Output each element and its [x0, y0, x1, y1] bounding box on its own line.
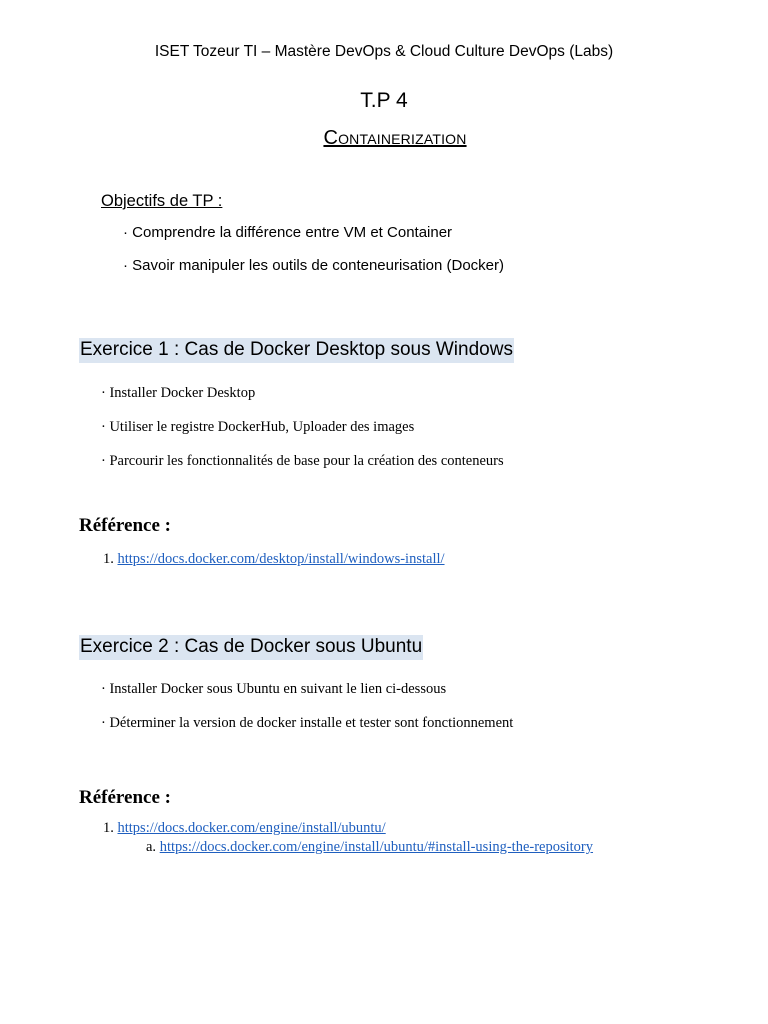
tp-number-title: T.P 4 — [360, 89, 408, 112]
docker-ubuntu-install-link[interactable]: https://docs.docker.com/engine/install/ubuntu/ — [117, 820, 386, 836]
exercise-2-reference-heading: Référence : — [79, 787, 171, 808]
docker-ubuntu-repository-link[interactable]: https://docs.docker.com/engine/install/ubuntu/#install-using-the-repository — [159, 839, 594, 855]
exercise-2-item: · Déterminer la version de docker installe et tester sont fonctionnement — [101, 715, 514, 731]
document-header: ISET Tozeur TI – Mastère DevOps & Cloud Culture DevOps (Labs) — [154, 43, 614, 60]
exercise-2-reference-item — [103, 820, 386, 837]
exercise-2-heading: Exercice 2 : Cas de Docker sous Ubuntu — [79, 635, 423, 660]
exercise-1-heading: Exercice 1 : Cas de Docker Desktop sous Windows — [79, 338, 514, 363]
objective-item: · Comprendre la différence entre VM et Container — [123, 224, 453, 241]
reference-marker: 1. — [103, 820, 114, 836]
exercise-1-reference-item — [103, 551, 445, 568]
exercise-1-reference-heading: Référence : — [79, 515, 171, 536]
reference-marker: a. — [146, 839, 157, 855]
exercise-2-item: · Installer Docker sous Ubuntu en suivant le lien ci-dessous — [101, 681, 447, 697]
exercise-1-item: · Parcourir les fonctionnalités de base pour la création des conteneurs — [101, 453, 504, 469]
docker-windows-install-link[interactable]: https://docs.docker.com/desktop/install/windows-install/ — [117, 551, 445, 567]
tp-subtitle — [0, 127, 768, 150]
exercise-2-reference-subitem — [146, 839, 593, 856]
tp-subtitle-text: Containerization — [323, 127, 467, 149]
exercise-1-item: · Utiliser le registre DockerHub, Uploader des images — [101, 419, 415, 435]
objectives-heading: Objectifs de TP : — [101, 192, 223, 210]
exercise-1-item: · Installer Docker Desktop — [101, 385, 256, 401]
reference-marker: 1. — [103, 551, 114, 567]
objective-item: · Savoir manipuler les outils de conteneurisation (Docker) — [123, 257, 505, 274]
